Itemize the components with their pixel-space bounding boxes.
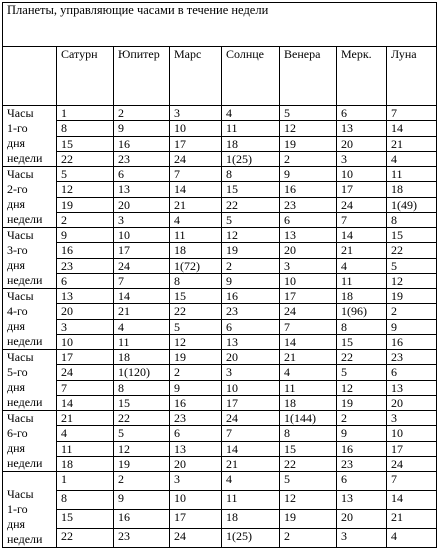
hour-cell: 18 bbox=[337, 289, 387, 304]
hour-cell: 21 bbox=[170, 197, 222, 212]
hour-cell: 6 bbox=[57, 273, 114, 288]
hour-cell: 1 bbox=[57, 106, 114, 121]
hour-cell: 16 bbox=[170, 395, 222, 410]
hour-cell: 23 bbox=[387, 350, 437, 365]
hour-cell: 4 bbox=[337, 258, 387, 273]
column-header: Луна bbox=[387, 47, 437, 106]
hour-cell: 12 bbox=[57, 182, 114, 197]
hour-cell: 24 bbox=[170, 529, 222, 548]
day-label-line: Часы bbox=[7, 411, 34, 425]
hour-cell: 1(25) bbox=[222, 529, 280, 548]
hour-cell: 19 bbox=[222, 243, 280, 258]
table-row bbox=[3, 510, 437, 529]
hour-cell: 24 bbox=[114, 258, 170, 273]
hour-cell: 19 bbox=[57, 197, 114, 212]
hour-cell: 18 bbox=[222, 136, 280, 151]
hour-cell: 3 bbox=[387, 411, 437, 426]
hour-cell: 15 bbox=[114, 395, 170, 410]
day-label-cell bbox=[3, 289, 57, 350]
hour-cell: 7 bbox=[387, 472, 437, 491]
hour-cell: 10 bbox=[57, 334, 114, 349]
hour-cell: 10 bbox=[170, 121, 222, 136]
table-row bbox=[3, 472, 437, 491]
hour-cell: 16 bbox=[114, 136, 170, 151]
hour-cell: 10 bbox=[280, 273, 337, 288]
day-label-line: дня bbox=[7, 319, 26, 333]
hour-cell: 12 bbox=[114, 441, 170, 456]
hour-cell: 2 bbox=[337, 411, 387, 426]
hour-cell: 17 bbox=[170, 136, 222, 151]
table-row bbox=[3, 319, 437, 334]
hour-cell: 2 bbox=[387, 304, 437, 319]
hour-cell: 9 bbox=[114, 121, 170, 136]
table-row bbox=[3, 212, 437, 227]
hour-cell: 12 bbox=[280, 491, 337, 510]
hour-cell: 23 bbox=[222, 304, 280, 319]
hour-cell: 9 bbox=[114, 491, 170, 510]
hour-cell: 22 bbox=[114, 411, 170, 426]
hour-cell: 20 bbox=[337, 136, 387, 151]
hour-cell: 17 bbox=[57, 350, 114, 365]
hour-cell: 1 bbox=[57, 472, 114, 491]
hour-cell: 13 bbox=[170, 441, 222, 456]
hour-cell: 11 bbox=[222, 491, 280, 510]
hour-cell: 16 bbox=[57, 243, 114, 258]
hour-cell: 10 bbox=[114, 228, 170, 243]
hour-cell: 16 bbox=[387, 334, 437, 349]
table-row bbox=[3, 228, 437, 243]
hour-cell: 23 bbox=[57, 258, 114, 273]
hour-cell: 6 bbox=[114, 167, 170, 182]
hour-cell: 11 bbox=[57, 441, 114, 456]
hour-cell: 8 bbox=[114, 380, 170, 395]
day-label-line: дня bbox=[7, 136, 26, 150]
column-header-row bbox=[3, 47, 437, 106]
hour-cell: 17 bbox=[170, 510, 222, 529]
hour-cell: 4 bbox=[170, 212, 222, 227]
hour-cell: 5 bbox=[222, 212, 280, 227]
hour-cell: 1(96) bbox=[337, 304, 387, 319]
day-label-line: Часы bbox=[7, 487, 34, 501]
hour-cell: 3 bbox=[114, 212, 170, 227]
hour-cell: 18 bbox=[57, 456, 114, 471]
hour-cell: 6 bbox=[170, 426, 222, 441]
hour-cell: 5 bbox=[170, 319, 222, 334]
hour-cell: 4 bbox=[222, 106, 280, 121]
hour-cell: 8 bbox=[222, 167, 280, 182]
day-label-line: дня bbox=[7, 441, 26, 455]
hour-cell: 14 bbox=[387, 491, 437, 510]
hour-cell: 8 bbox=[387, 212, 437, 227]
hour-cell: 15 bbox=[337, 334, 387, 349]
hour-cell: 7 bbox=[280, 319, 337, 334]
hour-cell: 1(25) bbox=[222, 151, 280, 166]
hour-cell: 22 bbox=[57, 529, 114, 548]
column-header: Юпитер bbox=[114, 47, 170, 106]
hour-cell: 20 bbox=[170, 456, 222, 471]
day-label-line: 4-го bbox=[7, 304, 28, 318]
hour-cell: 14 bbox=[222, 441, 280, 456]
hour-cell: 24 bbox=[280, 304, 337, 319]
day-label-line: недели bbox=[7, 334, 43, 348]
hour-cell: 14 bbox=[337, 228, 387, 243]
hour-cell: 4 bbox=[280, 365, 337, 380]
hour-cell: 17 bbox=[387, 441, 437, 456]
hour-cell: 5 bbox=[387, 258, 437, 273]
hour-cell: 12 bbox=[280, 121, 337, 136]
hour-cell: 9 bbox=[337, 426, 387, 441]
hour-cell: 14 bbox=[387, 121, 437, 136]
hour-cell: 12 bbox=[387, 273, 437, 288]
hour-cell: 13 bbox=[387, 380, 437, 395]
day-label-line: Часы bbox=[7, 228, 34, 242]
day-label-cell bbox=[3, 411, 57, 472]
hour-cell: 11 bbox=[387, 167, 437, 182]
hour-cell: 22 bbox=[280, 456, 337, 471]
column-header: Мерк. bbox=[337, 47, 387, 106]
day-label-line: недели bbox=[7, 395, 43, 409]
hour-cell: 18 bbox=[114, 350, 170, 365]
hour-cell: 2 bbox=[280, 151, 337, 166]
hour-cell: 9 bbox=[280, 167, 337, 182]
day-label-line: дня bbox=[7, 258, 26, 272]
planetary-hours-table-container bbox=[2, 2, 436, 546]
hour-cell: 19 bbox=[280, 510, 337, 529]
hour-cell: 9 bbox=[222, 273, 280, 288]
hour-cell: 17 bbox=[114, 243, 170, 258]
hour-cell: 23 bbox=[337, 456, 387, 471]
day-label-line bbox=[7, 472, 56, 487]
hour-cell: 17 bbox=[280, 289, 337, 304]
table-row bbox=[3, 456, 437, 471]
hour-cell: 20 bbox=[280, 243, 337, 258]
hour-cell: 15 bbox=[280, 441, 337, 456]
hour-cell: 19 bbox=[337, 395, 387, 410]
hour-cell: 10 bbox=[170, 491, 222, 510]
hour-cell: 9 bbox=[170, 380, 222, 395]
table-row bbox=[3, 197, 437, 212]
hour-cell: 6 bbox=[222, 319, 280, 334]
hour-cell: 20 bbox=[337, 510, 387, 529]
hour-cell: 13 bbox=[337, 491, 387, 510]
hour-cell: 18 bbox=[222, 510, 280, 529]
table-row bbox=[3, 167, 437, 182]
hour-cell: 5 bbox=[114, 426, 170, 441]
hour-cell: 6 bbox=[280, 212, 337, 227]
day-label-line: 1-го bbox=[7, 121, 28, 135]
hour-cell: 7 bbox=[114, 273, 170, 288]
hour-cell: 13 bbox=[114, 182, 170, 197]
hour-cell: 19 bbox=[114, 456, 170, 471]
day-label-line: недели bbox=[7, 273, 43, 287]
day-label-line: Часы bbox=[7, 167, 34, 181]
table-row bbox=[3, 121, 437, 136]
hour-cell: 23 bbox=[114, 529, 170, 548]
hour-cell: 2 bbox=[57, 212, 114, 227]
day-label-cell bbox=[3, 167, 57, 228]
day-label-line: недели bbox=[7, 456, 43, 470]
hour-cell: 7 bbox=[57, 380, 114, 395]
hour-cell: 23 bbox=[280, 197, 337, 212]
hour-cell: 15 bbox=[57, 510, 114, 529]
column-header: Солнце bbox=[222, 47, 280, 106]
hour-cell: 16 bbox=[337, 441, 387, 456]
column-header: Сатурн bbox=[57, 47, 114, 106]
hour-cell: 12 bbox=[170, 334, 222, 349]
hour-cell: 4 bbox=[387, 529, 437, 548]
table-row bbox=[3, 258, 437, 273]
hour-cell: 8 bbox=[57, 121, 114, 136]
hour-cell: 7 bbox=[170, 167, 222, 182]
day-label-line: недели bbox=[7, 532, 43, 546]
hour-cell: 19 bbox=[387, 289, 437, 304]
table-row bbox=[3, 395, 437, 410]
hour-cell: 2 bbox=[222, 258, 280, 273]
hour-cell: 18 bbox=[170, 243, 222, 258]
table-row bbox=[3, 411, 437, 426]
table-row bbox=[3, 151, 437, 166]
hour-cell: 22 bbox=[387, 243, 437, 258]
hour-cell: 6 bbox=[337, 106, 387, 121]
hour-cell: 1(144) bbox=[280, 411, 337, 426]
table-row bbox=[3, 426, 437, 441]
day-label-cell bbox=[3, 350, 57, 411]
hour-cell: 6 bbox=[387, 365, 437, 380]
hour-cell: 24 bbox=[337, 197, 387, 212]
hour-cell: 9 bbox=[57, 228, 114, 243]
hour-cell: 18 bbox=[280, 395, 337, 410]
hour-cell: 5 bbox=[337, 365, 387, 380]
hour-cell: 1(72) bbox=[170, 258, 222, 273]
hour-cell: 3 bbox=[337, 151, 387, 166]
hour-cell: 21 bbox=[114, 304, 170, 319]
day-label-line: дня bbox=[7, 380, 26, 394]
hour-cell: 20 bbox=[222, 350, 280, 365]
day-label-line: 2-го bbox=[7, 182, 28, 196]
hour-cell: 4 bbox=[57, 426, 114, 441]
hour-cell: 20 bbox=[387, 395, 437, 410]
table-row bbox=[3, 334, 437, 349]
hour-cell: 24 bbox=[170, 151, 222, 166]
hour-cell: 21 bbox=[280, 350, 337, 365]
day-label-line: Часы bbox=[7, 106, 34, 120]
hour-cell: 13 bbox=[222, 334, 280, 349]
hour-cell: 16 bbox=[280, 182, 337, 197]
hour-cell: 22 bbox=[170, 304, 222, 319]
table-body bbox=[3, 106, 437, 548]
table-row bbox=[3, 304, 437, 319]
hour-cell: 10 bbox=[222, 380, 280, 395]
hour-cell: 16 bbox=[114, 510, 170, 529]
hour-cell: 14 bbox=[114, 289, 170, 304]
hour-cell: 12 bbox=[222, 228, 280, 243]
hour-cell: 9 bbox=[387, 319, 437, 334]
hour-cell: 8 bbox=[170, 273, 222, 288]
column-header: Венера bbox=[280, 47, 337, 106]
table-row bbox=[3, 529, 437, 548]
hour-cell: 7 bbox=[387, 106, 437, 121]
hour-cell: 11 bbox=[222, 121, 280, 136]
column-header: Марс bbox=[170, 47, 222, 106]
hour-cell: 2 bbox=[170, 365, 222, 380]
hour-cell: 7 bbox=[337, 212, 387, 227]
hour-cell: 2 bbox=[114, 472, 170, 491]
hour-cell: 14 bbox=[170, 182, 222, 197]
hour-cell: 18 bbox=[387, 182, 437, 197]
hour-cell: 13 bbox=[280, 228, 337, 243]
hour-cell: 21 bbox=[337, 243, 387, 258]
hour-cell: 6 bbox=[337, 472, 387, 491]
hour-cell: 14 bbox=[280, 334, 337, 349]
hour-cell: 21 bbox=[57, 411, 114, 426]
day-label-line: недели bbox=[7, 151, 43, 165]
table-row bbox=[3, 182, 437, 197]
table-row bbox=[3, 350, 437, 365]
hour-cell: 15 bbox=[222, 182, 280, 197]
hour-cell: 21 bbox=[387, 136, 437, 151]
hour-cell: 23 bbox=[170, 411, 222, 426]
table-title: Планеты, управляющие часами в течение недели bbox=[3, 3, 437, 47]
hour-cell: 11 bbox=[337, 273, 387, 288]
hour-cell: 22 bbox=[337, 350, 387, 365]
table-row bbox=[3, 380, 437, 395]
hour-cell: 4 bbox=[387, 151, 437, 166]
corner-cell bbox=[3, 47, 57, 106]
day-label-line: Часы bbox=[7, 289, 34, 303]
hour-cell: 11 bbox=[170, 228, 222, 243]
hour-cell: 10 bbox=[337, 167, 387, 182]
hour-cell: 13 bbox=[57, 289, 114, 304]
hour-cell: 3 bbox=[57, 319, 114, 334]
day-label-line: дня bbox=[7, 197, 26, 211]
hour-cell: 1(49) bbox=[387, 197, 437, 212]
hour-cell: 8 bbox=[337, 319, 387, 334]
day-label-cell bbox=[3, 472, 57, 548]
hour-cell: 15 bbox=[57, 136, 114, 151]
table-row bbox=[3, 365, 437, 380]
hour-cell: 7 bbox=[222, 426, 280, 441]
hour-cell: 3 bbox=[170, 472, 222, 491]
hour-cell: 3 bbox=[170, 106, 222, 121]
hour-cell: 24 bbox=[222, 411, 280, 426]
hour-cell: 23 bbox=[114, 151, 170, 166]
hour-cell: 22 bbox=[57, 151, 114, 166]
day-label-line: Часы bbox=[7, 350, 34, 364]
day-label-line: дня bbox=[7, 517, 26, 531]
hour-cell: 21 bbox=[222, 456, 280, 471]
day-label-line: 6-го bbox=[7, 426, 28, 440]
hour-cell: 22 bbox=[222, 197, 280, 212]
hour-cell: 15 bbox=[170, 289, 222, 304]
hour-cell: 20 bbox=[114, 197, 170, 212]
hour-cell: 19 bbox=[170, 350, 222, 365]
hour-cell: 1(120) bbox=[114, 365, 170, 380]
hour-cell: 4 bbox=[114, 319, 170, 334]
hour-cell: 21 bbox=[387, 510, 437, 529]
hour-cell: 5 bbox=[280, 472, 337, 491]
hour-cell: 13 bbox=[337, 121, 387, 136]
table-row bbox=[3, 243, 437, 258]
hour-cell: 15 bbox=[387, 228, 437, 243]
table-row bbox=[3, 441, 437, 456]
hour-cell: 17 bbox=[222, 395, 280, 410]
hour-cell: 3 bbox=[337, 529, 387, 548]
hour-cell: 8 bbox=[280, 426, 337, 441]
hour-cell: 14 bbox=[57, 395, 114, 410]
planetary-hours-table bbox=[2, 2, 437, 548]
hour-cell: 11 bbox=[280, 380, 337, 395]
day-label-line: 5-го bbox=[7, 365, 28, 379]
table-row bbox=[3, 106, 437, 121]
hour-cell: 8 bbox=[57, 491, 114, 510]
hour-cell: 24 bbox=[387, 456, 437, 471]
hour-cell: 19 bbox=[280, 136, 337, 151]
hour-cell: 3 bbox=[222, 365, 280, 380]
hour-cell: 12 bbox=[337, 380, 387, 395]
table-row bbox=[3, 289, 437, 304]
day-label-cell bbox=[3, 228, 57, 289]
hour-cell: 20 bbox=[57, 304, 114, 319]
day-label-line: 3-го bbox=[7, 243, 28, 257]
table-row bbox=[3, 491, 437, 510]
table-row bbox=[3, 136, 437, 151]
hour-cell: 5 bbox=[57, 167, 114, 182]
hour-cell: 5 bbox=[280, 106, 337, 121]
hour-cell: 24 bbox=[57, 365, 114, 380]
hour-cell: 17 bbox=[337, 182, 387, 197]
hour-cell: 3 bbox=[280, 258, 337, 273]
hour-cell: 10 bbox=[387, 426, 437, 441]
hour-cell: 2 bbox=[114, 106, 170, 121]
hour-cell: 4 bbox=[222, 472, 280, 491]
day-label-line: недели bbox=[7, 212, 43, 226]
table-row bbox=[3, 273, 437, 288]
hour-cell: 11 bbox=[114, 334, 170, 349]
title-row bbox=[3, 3, 437, 47]
hour-cell: 16 bbox=[222, 289, 280, 304]
hour-cell: 2 bbox=[280, 529, 337, 548]
day-label-cell bbox=[3, 106, 57, 167]
day-label-line: 1-го bbox=[7, 502, 28, 516]
